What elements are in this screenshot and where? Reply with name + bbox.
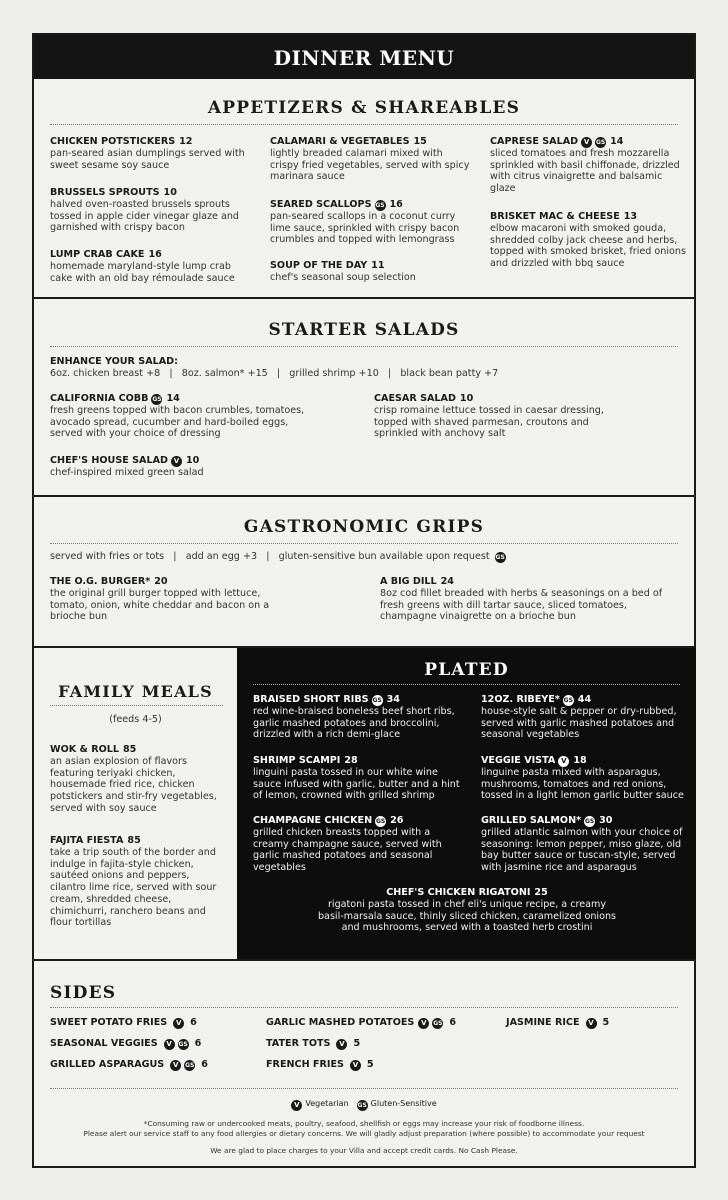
appetizers-divider (50, 124, 678, 125)
side-item (266, 1059, 374, 1071)
item-name: SOUP OF THE DAY (270, 260, 368, 271)
item-price: 24 (440, 576, 454, 587)
item-description: grilled chicken breasts topped with a creamy champagne sauce, served with garlic mashed potatoes and seasonal vegetables (253, 827, 442, 874)
item-price: 10 (185, 455, 200, 466)
vegetarian-icon: V (164, 1039, 175, 1050)
item-name: SEARED SCALLOPS (270, 199, 372, 210)
item-name: VEGGIE VISTA (481, 755, 556, 766)
menu-item (50, 392, 315, 440)
item-price: 12 (179, 136, 193, 147)
item-description: pan-seared asian dumplings served with sweet sesame soy sauce (50, 148, 245, 171)
item-description: linguine pasta mixed with asparagus, mushrooms, tomatoes and red onions, tossed in a light lemon garlic butter sauce (481, 767, 684, 802)
item-name: GRILLED SALMON* (481, 815, 582, 826)
salads-divider (50, 346, 678, 347)
gluten-sensitive-icon: GS (495, 554, 505, 561)
item-price: 20 (154, 576, 168, 587)
vegetarian-icon: V (171, 456, 182, 467)
item-name: SHRIMP SCAMPI (253, 755, 341, 766)
menu-item (50, 575, 280, 623)
item-price: 30 (599, 815, 613, 826)
menu-item (490, 210, 690, 270)
item-name: GRILLED ASPARAGUS (50, 1059, 165, 1070)
item-price: 85 (127, 835, 141, 846)
item-description: lightly breaded calamari mixed with crispy fried vegetables, served with spicy marinara sauce (270, 148, 470, 183)
family-subtitle: (feeds 4-5) (109, 714, 162, 725)
menu-item (253, 814, 468, 874)
item-price: 5 (602, 1017, 610, 1028)
grips-section (34, 497, 694, 648)
item-description: linguini pasta tossed in our white wine sauce infused with garlic, butter and a hint of lemon, crowned with grilled shrimp (253, 767, 460, 802)
item-description: red wine-braised boneless beef short ribs, garlic mashed potatoes and broccolini, drizzled with a rich demi-glace (253, 706, 455, 741)
item-price: 25 (534, 887, 548, 898)
gluten-sensitive-icon: GS (152, 396, 162, 403)
vegetarian-icon: V (558, 756, 569, 767)
gluten-sensitive-icon: GS (595, 139, 606, 146)
item-description: chef's seasonal soup selection (270, 272, 416, 283)
item-description: house-style salt & pepper or dry-rubbed, served with garlic mashed potatoes and seasonal vegetables (481, 706, 677, 741)
item-description: sliced tomatoes and fresh mozzarella sprinkled with basil chiffonade, drizzled with citrus vinaigrette and balsamic glaze (490, 148, 680, 195)
item-name: CHEF'S HOUSE SALAD (50, 455, 168, 466)
item-name: A BIG DILL (380, 576, 437, 587)
item-description: fresh greens topped with bacon crumbles, tomatoes, avocado spread, cucumber and hard-boiled eggs, served with your choice of dressing (50, 405, 305, 440)
item-price: 44 (577, 694, 592, 705)
item-price: 10 (163, 187, 177, 198)
menu-item (270, 198, 475, 246)
family-divider (50, 705, 223, 706)
menu-item (50, 186, 255, 234)
item-name: CHAMPAGNE CHICKEN (253, 815, 373, 826)
menu-item (481, 754, 691, 802)
item-description: an asian explosion of flavors featuring teriyaki chicken, housemade fried rice, chicken potstickers and stir-fry vegetables, served with soy sauce (50, 756, 217, 814)
gluten-sensitive-icon: GS (372, 697, 382, 704)
menu-item (50, 135, 255, 171)
gluten-sensitive-icon: GS (376, 818, 386, 825)
item-name: CALAMARI & VEGETABLES (270, 136, 410, 147)
menu-frame (32, 33, 696, 1168)
item-description: elbow macaroni with smoked gouda, shredded colby jack cheese and herbs, topped with smoked brisket, fried onions and drizzled with bbq sauce (490, 223, 686, 270)
item-price: 6 (194, 1038, 202, 1049)
menu-item (490, 135, 686, 195)
vegetarian-icon: V (418, 1018, 429, 1029)
side-item (50, 1059, 208, 1071)
vegetarian-icon: V (291, 1100, 302, 1111)
item-name: SWEET POTATO FRIES (50, 1017, 168, 1028)
item-description: grilled atlantic salmon with your choice of seasoning: lemon pepper, miso glaze, old bay butter sauce or tuscan-style, served with jasmine rice and asparagus (481, 827, 683, 874)
sides-title: SIDES (50, 983, 117, 1003)
item-name: FRENCH FRIES (266, 1059, 344, 1070)
vegetarian-icon: V (173, 1018, 184, 1029)
payment-notice: We are glad to place charges to your Villa and accept credit cards. No Cash Please. (210, 1146, 518, 1155)
vegetarian-icon: V (336, 1039, 347, 1050)
gluten-sensitive-icon: GS (375, 202, 385, 209)
item-price: 85 (123, 744, 137, 755)
menu-item (380, 575, 670, 623)
enhance-label: ENHANCE YOUR SALAD: (50, 356, 178, 367)
menu-item (270, 259, 470, 284)
item-price: 5 (353, 1038, 361, 1049)
legend-gluten-sensitive: Gluten-Sensitive (370, 1099, 437, 1108)
item-name: CHICKEN POTSTICKERS (50, 136, 176, 147)
item-price: 14 (610, 136, 624, 147)
item-name: BRUSSELS SPROUTS (50, 187, 160, 198)
item-price: 10 (459, 393, 474, 404)
item-description: take a trip south of the border and indulge in fajita-style chicken, sautéed onions and peppers, cilantro lime rice, served with sour cream, shredded cheese, chimichurri, ranchero beans and flour tortillas (50, 847, 217, 929)
appetizers-title: APPETIZERS & SHAREABLES (207, 98, 521, 118)
side-item (50, 1038, 201, 1050)
item-name: FAJITA FIESTA (50, 835, 124, 846)
item-name: THE O.G. BURGER* (50, 576, 151, 587)
menu-item (270, 135, 470, 183)
vegetarian-icon: V (170, 1060, 181, 1071)
allergy-notice: Please alert our service staff to any food allergies or dietary concerns. We will gladly adjust preparation (where possible) to accommodate your request (83, 1129, 645, 1138)
vegetarian-icon: V (350, 1060, 361, 1071)
item-price: 11 (371, 260, 385, 271)
dietary-legend (34, 1099, 694, 1111)
gluten-sensitive-icon: GS (585, 818, 595, 825)
item-name: LUMP CRAB CAKE (50, 249, 145, 260)
plated-title: PLATED (424, 660, 509, 680)
item-name: GARLIC MASHED POTATOES (266, 1017, 415, 1028)
menu-item (50, 834, 225, 929)
item-name: JASMINE RICE (506, 1017, 580, 1028)
footer-divider (50, 1088, 678, 1089)
menu-item (50, 248, 255, 284)
sides-divider (50, 1007, 678, 1008)
item-price: 26 (390, 815, 404, 826)
item-description: pan-seared scallops in a coconut curry lime sauce, sprinkled with crispy bacon crumbles and topped with lemongrass (270, 211, 460, 246)
item-description: homemade maryland-style lump crab cake with an old bay rémoulade sauce (50, 261, 235, 284)
item-description: 8oz cod fillet breaded with herbs & seasonings on a bed of fresh greens with dill tartar sauce, sliced tomatoes, champagne vinaigrette on a brioche bun (380, 588, 663, 623)
item-name: BRISKET MAC & CHEESE (490, 211, 620, 222)
item-name: CAPRESE SALAD (490, 136, 579, 147)
item-price: 28 (344, 755, 358, 766)
item-price: 18 (573, 755, 587, 766)
menu-item (253, 754, 468, 802)
raw-food-warning: *Consuming raw or undercooked meats, poultry, seafood, shellfish or eggs may increase your risk of foodborne illness. (143, 1119, 585, 1128)
gluten-sensitive-icon: GS (433, 1020, 443, 1027)
item-name: SEASONAL VEGGIES (50, 1038, 158, 1049)
grips-note-text: served with fries or tots | add an egg +3 | gluten-sensitive bun available upon request (50, 551, 490, 562)
item-name: 12OZ. RIBEYE* (481, 694, 560, 705)
menu-item (374, 392, 614, 440)
item-description: halved oven-roasted brussels sprouts tossed in apple cider vinegar glaze and garnished with crispy bacon (50, 199, 240, 234)
side-item (266, 1017, 456, 1029)
item-name: CHEF'S CHICKEN RIGATONI (386, 887, 531, 898)
appetizers-section (34, 79, 694, 299)
item-description: chef-inspired mixed green salad (50, 467, 204, 478)
family-section (34, 648, 237, 959)
plated-divider (253, 684, 680, 685)
sides-section (34, 959, 694, 1170)
item-price: 34 (386, 694, 400, 705)
item-name: WOK & ROLL (50, 744, 119, 755)
menu-item (317, 886, 617, 934)
menu-title: DINNER MENU (34, 35, 694, 79)
item-name: TATER TOTS (266, 1038, 331, 1049)
item-price: 6 (449, 1017, 457, 1028)
side-item (506, 1017, 609, 1029)
item-name: CAESAR SALAD (374, 393, 456, 404)
vegetarian-icon: V (581, 137, 592, 148)
vegetarian-icon: V (586, 1018, 597, 1029)
gluten-sensitive-icon: GS (563, 697, 573, 704)
item-name: CALIFORNIA COBB (50, 393, 149, 404)
grips-title: GASTRONOMIC GRIPS (243, 517, 485, 537)
menu-item (253, 693, 468, 741)
menu-item (481, 814, 691, 874)
gluten-sensitive-icon: GS (178, 1041, 188, 1048)
gluten-sensitive-icon: GS (357, 1102, 367, 1109)
grips-divider (50, 543, 678, 544)
enhance-options: 6oz. chicken breast +8 | 8oz. salmon* +15 | grilled shrimp +10 | black bean patty +7 (50, 368, 499, 379)
grips-note (50, 551, 506, 563)
item-price: 5 (366, 1059, 374, 1070)
side-item (50, 1017, 197, 1029)
item-description: rigatoni pasta tossed in chef eli's unique recipe, a creamy basil-marsala sauce, thinly sliced chicken, caramelized onions and mushrooms, served with a toasted herb crostini (317, 899, 617, 934)
gluten-sensitive-icon: GS (185, 1062, 195, 1069)
item-price: 13 (623, 211, 638, 222)
plated-section (237, 648, 696, 959)
item-description: the original grill burger topped with lettuce, tomato, onion, white cheddar and bacon on a brioche bun (50, 588, 270, 623)
menu-item (50, 454, 315, 479)
item-name: BRAISED SHORT RIBS (253, 694, 369, 705)
menu-item (50, 743, 225, 815)
menu-item (481, 693, 691, 741)
salads-section (34, 299, 694, 497)
item-description: crisp romaine lettuce tossed in caesar dressing, topped with shaved parmesan, croutons and sprinkled with anchovy salt (374, 405, 604, 440)
item-price: 14 (166, 393, 180, 404)
item-price: 6 (201, 1059, 208, 1070)
salads-title: STARTER SALADS (268, 320, 460, 340)
legend-vegetarian: Vegetarian (305, 1099, 349, 1108)
item-price: 16 (389, 199, 403, 210)
side-item (266, 1038, 360, 1050)
family-title: FAMILY MEALS (58, 682, 213, 701)
item-price: 6 (190, 1017, 197, 1028)
item-price: 16 (148, 249, 162, 260)
item-price: 15 (413, 136, 427, 147)
